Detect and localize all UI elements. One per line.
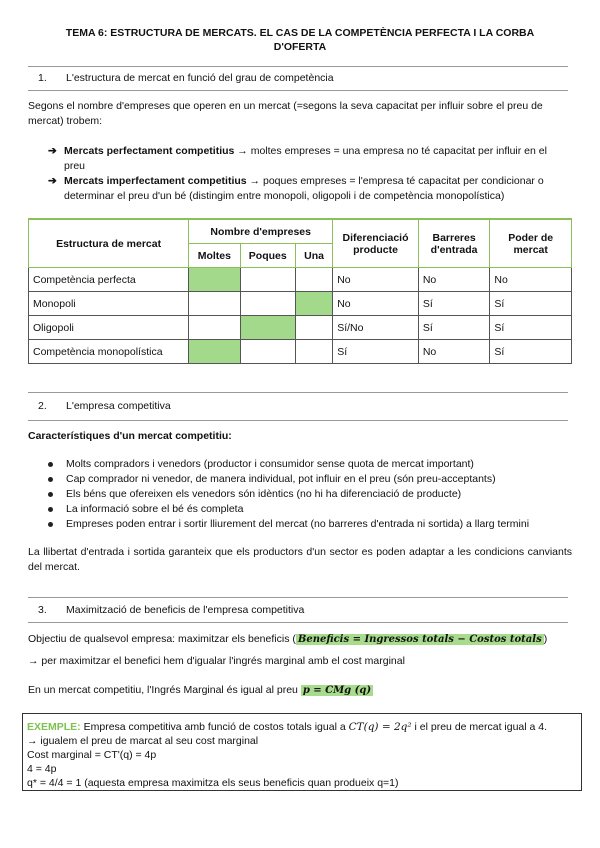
item-text: → moltes empreses = una empresa no té capacitat per influir en el preu (64, 145, 547, 172)
example-line-2: → igualem el preu de marcat al seu cost marginal (27, 735, 259, 747)
few-cell (240, 316, 295, 340)
section-1-heading (38, 72, 334, 84)
bullet-text: Cap comprador ni venedor, de manera individual, pot influir en el preu (són preu-acceptants) (66, 473, 496, 485)
objective-suffix: ) (543, 633, 548, 645)
col-firms: Nombre d'empreses (189, 219, 333, 244)
many-cell (189, 316, 240, 340)
example-text: Empresa competitiva amb funció de costos totals igual a (80, 721, 349, 733)
arrow-icon: ➔ (48, 175, 57, 187)
power-cell: Sí (490, 340, 572, 364)
table-row (29, 292, 572, 316)
section-number: 1. (38, 72, 47, 84)
differentiation-cell: Sí (333, 340, 419, 364)
differentiation-cell: No (333, 268, 419, 292)
structure-cell: Oligopoli (29, 316, 189, 340)
many-cell (189, 292, 240, 316)
example-line-3: Cost marginal = CT'(q) = 4p (27, 749, 157, 761)
section-title: Maximització de beneficis de l'empresa competitiva (66, 604, 305, 616)
section-2-subheading: Característiques d'un mercat competitiu: (28, 430, 232, 442)
few-cell (240, 292, 295, 316)
item-bold: Mercats perfectament competitius (64, 145, 235, 157)
bullet-icon (48, 507, 53, 512)
market-structure-table (28, 218, 572, 364)
example-line-5: q* = 4/4 = 1 (aquesta empresa maximitza els seus beneficis quan produeix q=1) (27, 777, 399, 789)
bullet-text: Empreses poden entrar i sortir lliurement del mercat (no barreres d'entrada ni sortida) a llarg termini (66, 518, 530, 530)
divider (28, 90, 568, 91)
list-item (48, 174, 570, 204)
structure-cell: Monopoli (29, 292, 189, 316)
list-item (48, 457, 568, 472)
table-row (29, 316, 572, 340)
col-one: Una (295, 244, 332, 268)
section-1-intro: Segons el nombre d'empreses que operen en un mercat (=segons la seva capacitat per influir sobre el preu de mercat) trobem: (28, 100, 543, 127)
divider (28, 420, 568, 421)
section-title: L'estructura de mercat en funció del grau de competència (66, 72, 334, 84)
few-cell (240, 268, 295, 292)
price-formula: p = CMg (q) (302, 685, 372, 696)
item-text: → poques empreses = l'empresa té capacitat per condicionar o determinar el preu d'un bé (distingim entre monopoli, oligopoli i de competència monopolística) (64, 175, 544, 202)
section-number: 2. (38, 400, 47, 412)
example-box (22, 713, 582, 791)
differentiation-cell: No (333, 292, 419, 316)
list-item (48, 517, 568, 532)
one-cell (295, 292, 332, 316)
col-differentiation: Diferenciació producte (333, 219, 419, 268)
divider (28, 66, 568, 67)
bullet-text: Molts compradors i venedors (productor i consumidor sense quota de mercat important) (66, 458, 474, 470)
section-2-paragraph: La llibertat d'entrada i sortida garanteix que els productors d'un sector es poden adaptar a les condicions canviants del mercat. (28, 546, 572, 573)
one-cell (295, 340, 332, 364)
page-title: TEMA 6: ESTRUCTURA DE MERCATS. EL CAS DE LA COMPETÈNCIA PERFECTA I LA CORBA D'OFERTA (65, 27, 535, 53)
differentiation-cell: Sí/No (333, 316, 419, 340)
list-item (48, 502, 568, 517)
item-bold: Mercats imperfectament competitius (64, 175, 247, 187)
table-row (29, 340, 572, 364)
col-power: Poder de mercat (490, 219, 572, 268)
bullet-icon (48, 522, 53, 527)
section-2-heading (38, 400, 171, 412)
barriers-cell: No (418, 340, 490, 364)
divider (28, 597, 568, 598)
arrow-icon: ➔ (48, 145, 57, 157)
example-tag: EXEMPLE: (27, 721, 81, 733)
table-row (29, 268, 572, 292)
objective-line (28, 632, 572, 647)
one-cell (295, 316, 332, 340)
section-number: 3. (38, 604, 47, 616)
col-few: Poques (240, 244, 295, 268)
structure-cell: Competència monopolística (29, 340, 189, 364)
bullet-icon (48, 462, 53, 467)
price-line (28, 683, 572, 698)
profit-formula: Beneficis = Ingressos totals − Costos totals (297, 634, 542, 645)
list-item (48, 144, 570, 174)
barriers-cell: Sí (418, 316, 490, 340)
power-cell: Sí (490, 316, 572, 340)
bullet-text: Els béns que ofereixen els venedors són idèntics (no hi ha diferenciació de producte) (66, 488, 462, 500)
col-structure: Estructura de mercat (29, 219, 189, 268)
example-text: i el preu de mercat igual a 4. (411, 721, 548, 733)
bullet-icon (48, 492, 53, 497)
section-title: L'empresa competitiva (66, 400, 171, 412)
example-line-1 (27, 720, 547, 734)
many-cell (189, 268, 240, 292)
power-cell: Sí (490, 292, 572, 316)
list-item (48, 487, 568, 502)
few-cell (240, 340, 295, 364)
power-cell: No (490, 268, 572, 292)
many-cell (189, 340, 240, 364)
list-item (48, 472, 568, 487)
marginal-line: → per maximitzar el benefici hem d'igualar l'ingrés marginal amb el cost marginal (28, 655, 405, 667)
divider (28, 622, 568, 623)
col-many: Moltes (189, 244, 240, 268)
bullet-icon (48, 477, 53, 482)
structure-cell: Competència perfecta (29, 268, 189, 292)
one-cell (295, 268, 332, 292)
cost-formula: CT(q) = 2q² (348, 721, 412, 733)
example-line-4: 4 = 4p (27, 763, 57, 775)
barriers-cell: Sí (418, 292, 490, 316)
bullet-text: La informació sobre el bé és completa (66, 503, 244, 515)
barriers-cell: No (418, 268, 490, 292)
col-barriers: Barreres d'entrada (418, 219, 490, 268)
divider (28, 392, 568, 393)
objective-prefix: Objectiu de qualsevol empresa: maximitzar els beneficis ( (28, 633, 296, 645)
section-3-heading (38, 604, 304, 616)
price-prefix: En un mercat competitiu, l'Ingrés Marginal és igual al preu (28, 684, 301, 696)
